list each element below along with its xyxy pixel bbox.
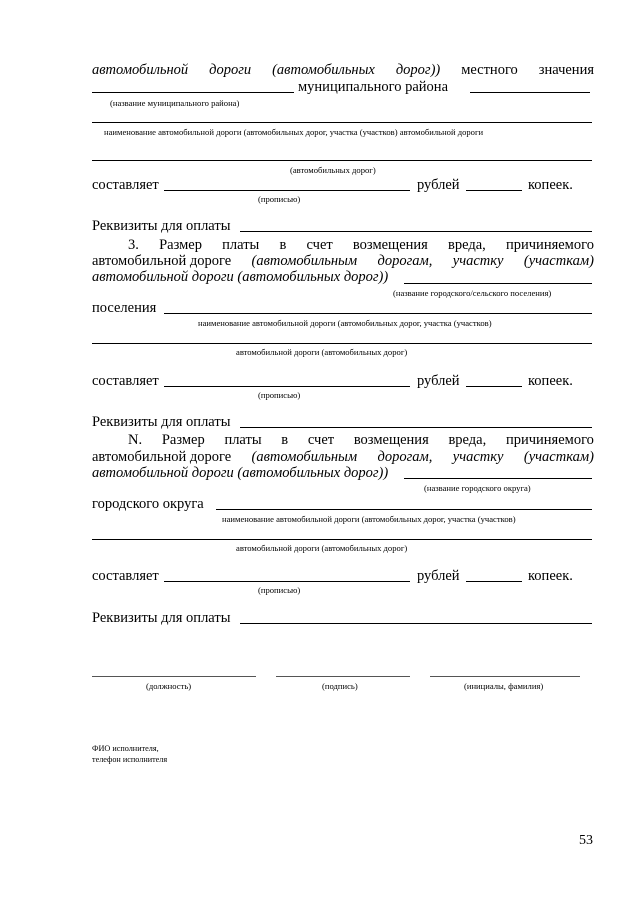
road-name-caption: наименование автомобильной дороги (автомобильных дорог, участка (участков) — [198, 318, 492, 328]
requisites-label: Реквизиты для оплаты — [92, 610, 231, 626]
district-name-field[interactable] — [92, 92, 294, 93]
settlement-name-field[interactable] — [404, 283, 592, 284]
kop-label: копеек. — [528, 568, 573, 584]
rub-label: рублей — [417, 373, 460, 389]
roads-caption: автомобильной дороги (автомобильных дорог) — [236, 543, 408, 553]
requisites-label: Реквизиты для оплаты — [92, 414, 231, 430]
kopecks-field[interactable] — [466, 386, 522, 387]
kopecks-field[interactable] — [466, 581, 522, 582]
roads-field[interactable] — [92, 539, 592, 540]
name-field[interactable] — [430, 676, 580, 677]
word: участку — [452, 449, 504, 465]
word: дорогам, — [377, 449, 433, 465]
word: значения — [538, 62, 594, 78]
kopecks-field[interactable] — [466, 190, 522, 191]
word: счет — [307, 432, 335, 448]
signature-field[interactable] — [276, 676, 410, 677]
district-caption: (название муниципального района) — [110, 98, 240, 108]
executor-name: ФИО исполнителя, — [92, 744, 159, 753]
settlement-caption: (название городского/сельского поселения) — [393, 288, 552, 298]
rub-label: рублей — [417, 177, 460, 193]
words-caption: (прописью) — [258, 390, 301, 400]
word: возмещения — [353, 432, 429, 448]
word: дорогам, — [377, 253, 433, 269]
sectionN-line-1 — [128, 432, 594, 448]
section3-line-3: автомобильной дороги (автомобильных дорог)) — [92, 269, 389, 285]
word: (автомобильных — [272, 62, 375, 78]
sectionN-line-3: автомобильной дороги (автомобильных дорог)) — [92, 465, 389, 481]
word: платы — [222, 237, 260, 253]
word: (автомобильным — [251, 253, 358, 269]
sectionN-line-2 — [92, 449, 594, 465]
amount-words-field[interactable] — [164, 386, 410, 387]
settlement-road-field[interactable] — [164, 313, 592, 314]
position-caption: (должность) — [146, 681, 192, 691]
word: вреда, — [448, 237, 486, 253]
amount-label: составляет — [92, 177, 159, 193]
executor-phone: телефон исполнителя — [92, 755, 168, 764]
road-name-field[interactable] — [92, 122, 592, 123]
word: Размер — [161, 432, 205, 448]
signature-caption: (подпись) — [322, 681, 358, 691]
word: дороги — [209, 62, 252, 78]
settlement-label: поселения — [92, 300, 157, 316]
word: в — [281, 432, 289, 448]
words-caption: (прописью) — [258, 194, 301, 204]
amount-label: составляет — [92, 373, 159, 389]
word: автомобильной дороге — [92, 449, 232, 465]
amount-words-field[interactable] — [164, 190, 410, 191]
roads-caption: автомобильной дороги (автомобильных дорог) — [236, 347, 408, 357]
district-label: городского округа — [92, 496, 204, 512]
road-name-caption: наименование автомобильной дороги (автомобильных дорог, участка (участков) — [222, 514, 516, 524]
word: в — [279, 237, 287, 253]
district-caption: (название городского округа) — [424, 483, 531, 493]
kop-label: копеек. — [528, 177, 573, 193]
word: местного — [461, 62, 518, 78]
word: платы — [224, 432, 262, 448]
roads-caption: (автомобильных дорог) — [290, 165, 376, 175]
district-road-field[interactable] — [216, 509, 592, 510]
words-caption: (прописью) — [258, 585, 301, 595]
roads-field[interactable] — [92, 343, 592, 344]
word: счет — [306, 237, 333, 253]
word: причиняемого — [505, 432, 594, 448]
word: Размер — [159, 237, 202, 253]
roads-field[interactable] — [92, 160, 592, 161]
section3-line-1 — [128, 237, 594, 253]
amount-label: составляет — [92, 568, 159, 584]
amount-words-field[interactable] — [164, 581, 410, 582]
word: вреда, — [448, 432, 487, 448]
word: автомобильной — [92, 62, 189, 78]
district-name-field[interactable] — [404, 478, 592, 479]
word: (участкам) — [523, 253, 594, 269]
municipal-district-label: муниципального района — [298, 79, 448, 95]
rub-label: рублей — [417, 568, 460, 584]
word: дорог)) — [395, 62, 441, 78]
page-number: 53 — [579, 833, 593, 848]
district-extra-field[interactable] — [470, 92, 590, 93]
road-name-caption: наименование автомобильной дороги (автомобильных дорог, участка (участков) автомобильной дороги — [104, 127, 484, 137]
word: причиняемого — [506, 237, 594, 253]
position-field[interactable] — [92, 676, 256, 677]
word: возмещения — [352, 237, 428, 253]
top-line-1 — [92, 62, 594, 78]
word: N. — [128, 432, 143, 448]
word: (участкам) — [523, 449, 594, 465]
word: автомобильной дороге — [92, 253, 232, 269]
section3-line-2 — [92, 253, 594, 269]
name-caption: (инициалы, фамилия) — [464, 681, 544, 691]
requisites-field[interactable] — [240, 623, 592, 624]
word: участку — [452, 253, 504, 269]
requisites-field[interactable] — [240, 427, 592, 428]
requisites-field[interactable] — [240, 231, 592, 232]
kop-label: копеек. — [528, 373, 573, 389]
word: (автомобильным — [251, 449, 358, 465]
requisites-label: Реквизиты для оплаты — [92, 218, 231, 234]
word: 3. — [128, 237, 139, 253]
